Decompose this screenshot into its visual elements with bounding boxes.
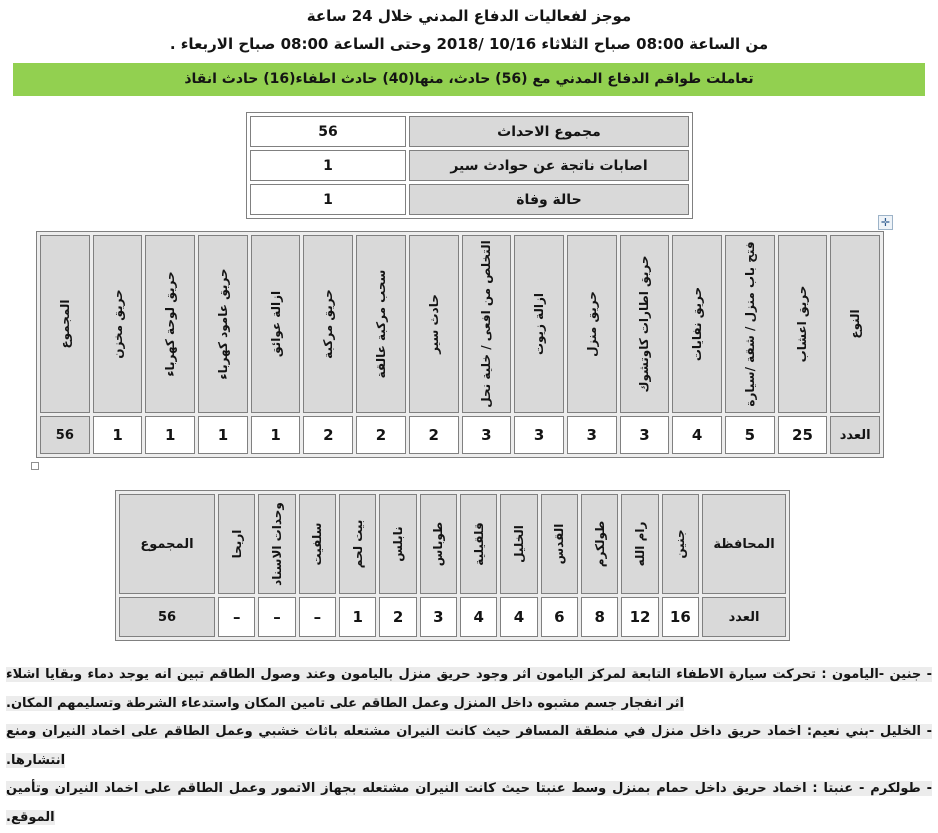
report-date: 2018/ 10/16 [436, 35, 537, 53]
governorate-count-cell: 1 [339, 597, 376, 637]
governorate-count-cell: – [258, 597, 295, 637]
incident-count-cell: 3 [567, 416, 617, 454]
governorate-column-header [258, 494, 295, 594]
governorate-column-header [460, 494, 497, 594]
incident-column-header-text: حريق اطارات كاوتشوك [637, 255, 652, 393]
governorate-column-header [581, 494, 618, 594]
incident-column-header-text: فتح باب منزل / شقة /سيارة [742, 241, 757, 407]
governorate-column-header-text: القدس [552, 523, 567, 565]
governorate-column-header-text: قلقيلية [471, 522, 486, 566]
governorate-column-header [299, 494, 336, 594]
governorate-column-header-text: طولكرم [592, 520, 607, 568]
incident-column-header-text: التخلص من افعى / خلية نحل [479, 240, 494, 408]
governorate-column-header-text: وحدات الاسناد [270, 502, 285, 586]
governorates-header-row [119, 494, 786, 594]
incident-column-header-text: حريق لوحة كهرباء [163, 271, 178, 377]
summary-row [250, 116, 689, 147]
governorate-column-header [420, 494, 457, 594]
incident-count-cell: 3 [514, 416, 564, 454]
incident-count-cell: 3 [620, 416, 670, 454]
summary-table [246, 112, 693, 219]
incident-column-header-text: حادث سير [426, 294, 441, 354]
incident-count-label: العدد [830, 416, 880, 454]
incident-column-header [356, 235, 406, 413]
page-title: موجز لفعاليات الدفاع المدني خلال 24 ساعة [306, 7, 632, 25]
governorate-column-header [500, 494, 537, 594]
governorate-count-cell: – [299, 597, 336, 637]
governorate-count-cell: 4 [460, 597, 497, 637]
governorate-column-header [621, 494, 658, 594]
incident-column-header [145, 235, 195, 413]
governorate-column-header-text: طوباس [431, 521, 446, 567]
incident-count-cell: 2 [409, 416, 459, 454]
incident-column-header [198, 235, 248, 413]
incident-column-header [303, 235, 353, 413]
incident-column-header-text: حريق مخزن [110, 289, 125, 359]
governorate-column-header-text: نابلس [391, 526, 406, 562]
incident-column-header [93, 235, 143, 413]
incident-count-cell: 4 [672, 416, 722, 454]
governorate-column-header-text: الخليل [512, 525, 527, 563]
incident-column-header-text: حريق منزل [584, 291, 599, 357]
report-period [0, 35, 938, 53]
incident-count-cell: 2 [303, 416, 353, 454]
incident-column-header [409, 235, 459, 413]
summary-label: مجموع الاحداث [409, 116, 688, 147]
incident-column-header [725, 235, 775, 413]
period-prefix: من الساعة 08:00 صباح الثلاثاء [536, 35, 769, 53]
governorate-count-cell: – [218, 597, 255, 637]
incident-count-cell: 5 [725, 416, 775, 454]
incident-column-header-text: ازالة عوائق [268, 290, 283, 358]
incident-total-header-text: المجموع [57, 299, 72, 349]
incidents-count-row [40, 416, 880, 454]
note-text: - جنين -اليامون : تحركت سيارة الاطفاء التابعة لمركز اليامون اثر وجود حريق منزل باليامون وعند وصول الطاقم تبين انه يوجد دماء وبقايا اشلاء اثر انفجار جسم مشبوه داخل المنزل وعمل الطاقم على تامين المكان واستدعاء الشرطة وتسليمهم المكان. [6, 667, 932, 711]
incident-column-header [672, 235, 722, 413]
table-move-handle-icon[interactable]: ✛ [878, 215, 893, 230]
governorate-total-value: 56 [119, 597, 215, 637]
governorate-count-cell: 4 [500, 597, 537, 637]
governorate-column-header-text: اريحا [229, 529, 244, 559]
incidents-table [36, 231, 884, 458]
table-resize-handle[interactable] [31, 462, 39, 470]
incident-column-header-text: حريق اعشاب [795, 285, 810, 363]
incident-count-cell: 3 [462, 416, 512, 454]
incident-column-header-text: حريق مركبة [321, 289, 336, 359]
summary-table-body [250, 116, 689, 215]
governorate-column-header-text: بيت لحم [350, 519, 365, 569]
incident-type-header [830, 235, 880, 413]
governorate-column-header-text: جنين [673, 529, 688, 559]
summary-row [250, 150, 689, 181]
incidents-header-row [40, 235, 880, 413]
note-text: - طولكرم - عنبتا : اخماد حريق داخل حمام بمنزل وسط عنبتا حيث كانت النيران مشتعله بجهاز الاتمور وعمل الطاقم على اخماد النيران وتأمين الموقع. [6, 781, 932, 825]
governorate-header: المحافظة [702, 494, 786, 594]
incident-total-value: 56 [40, 416, 90, 454]
incident-total-header [40, 235, 90, 413]
note-paragraph [6, 775, 932, 832]
incident-column-header-text: ازالة زيوت [532, 292, 547, 356]
incident-count-cell: 2 [356, 416, 406, 454]
note-paragraph [6, 718, 932, 775]
incident-column-header-text: حريق نفايات [690, 286, 705, 362]
governorate-column-header [218, 494, 255, 594]
incident-count-cell: 1 [198, 416, 248, 454]
incident-column-header [567, 235, 617, 413]
incident-column-header [462, 235, 512, 413]
incident-column-header [620, 235, 670, 413]
governorate-count-cell: 6 [541, 597, 578, 637]
incident-count-cell: 1 [251, 416, 301, 454]
highlight-banner: تعاملت طواقم الدفاع المدني مع (56) حادث، منها(40) حادث اطفاء(16) حادث انقاذ [13, 63, 925, 96]
incident-column-header [514, 235, 564, 413]
incident-column-header [778, 235, 828, 413]
governorate-column-header [662, 494, 699, 594]
summary-value: 1 [250, 150, 407, 181]
incident-count-cell: 25 [778, 416, 828, 454]
governorates-count-row [119, 597, 786, 637]
governorate-count-label: العدد [702, 597, 786, 637]
incident-column-header [251, 235, 301, 413]
summary-value: 56 [250, 116, 407, 147]
governorate-column-header-text: رام الله [633, 521, 647, 567]
summary-label: اصابات ناتجة عن حوادث سير [409, 150, 688, 181]
period-suffix: وحتى الساعة 08:00 صباح الاربعاء . [169, 35, 437, 53]
governorate-count-cell: 2 [379, 597, 416, 637]
governorate-total-header: المجموع [119, 494, 215, 594]
governorate-column-header-text: سلفيت [310, 522, 325, 566]
incident-notes [6, 661, 932, 833]
governorates-table [115, 490, 790, 641]
incident-count-cell: 1 [145, 416, 195, 454]
incident-column-header-text: سحب مركبة عالقة [373, 269, 388, 379]
summary-label: حالة وفاة [409, 184, 688, 215]
incident-count-cell: 1 [93, 416, 143, 454]
summary-row [250, 184, 689, 215]
governorate-count-cell: 16 [662, 597, 699, 637]
governorate-count-cell: 3 [420, 597, 457, 637]
note-paragraph [6, 661, 932, 718]
governorate-column-header [379, 494, 416, 594]
incidents-table-wrap [36, 216, 891, 458]
governorate-count-cell: 8 [581, 597, 618, 637]
summary-value: 1 [250, 184, 407, 215]
incident-type-header-text: النوع [848, 309, 863, 339]
governorate-column-header [339, 494, 376, 594]
note-text: - الخليل -بني نعيم: اخماد حريق داخل منزل في منطقة المسافر حيث كانت النيران مشتعله باثاث خشبي وعمل الطاقم على اخماد النيران ومنع انتشارها. [6, 724, 932, 768]
governorates-table-wrap [115, 490, 790, 641]
incident-column-header-text: حريق عامود كهرباء [215, 268, 230, 380]
governorate-column-header [541, 494, 578, 594]
governorate-count-cell: 12 [621, 597, 658, 637]
